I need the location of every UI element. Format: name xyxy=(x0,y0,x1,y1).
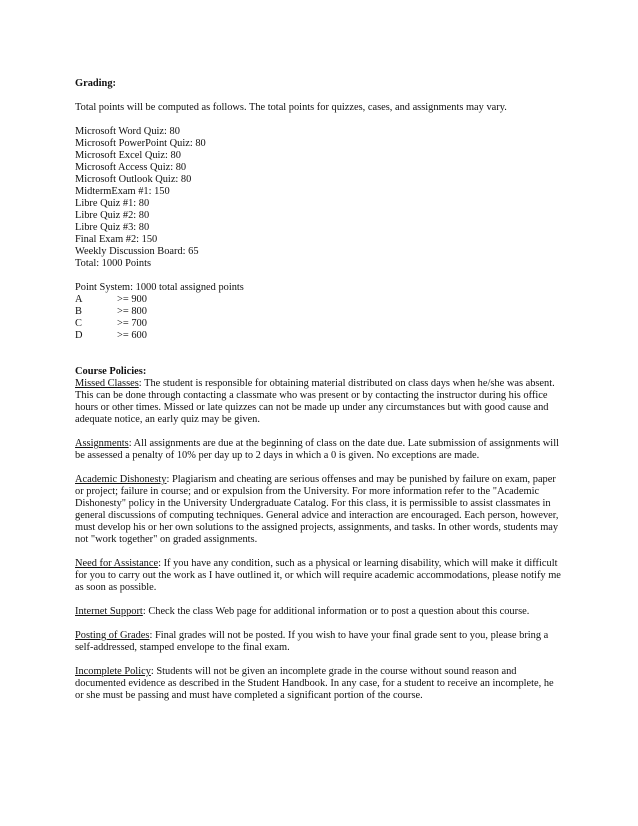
policy-missed-classes xyxy=(75,378,575,426)
policy-label: Academic Dishonesty xyxy=(75,474,167,485)
policy-text-line: for you to carry out the work as I have outlined it, or which will require academic accommodations, please notify me xyxy=(75,570,561,581)
grading-item: Microsoft PowerPoint Quiz: 80 xyxy=(75,138,206,149)
policy-text-line: as soon as possible. xyxy=(75,582,157,593)
policy-label: Posting of Grades xyxy=(75,630,150,641)
policy-text-line: documented evidence as described in the Student Handbook. In any case, for a student to receive an incomplete, he xyxy=(75,678,554,689)
grade-scale-row xyxy=(75,294,575,306)
policy-posting-of-grades xyxy=(75,630,575,654)
grade-letter: C xyxy=(75,318,82,329)
policy-assignments xyxy=(75,438,575,462)
document-page xyxy=(75,78,575,714)
policy-academic-dishonesty xyxy=(75,474,575,546)
grading-item: Libre Quiz #2: 80 xyxy=(75,210,150,221)
grading-item: Final Exam #2: 150 xyxy=(75,234,158,245)
grading-total: Total: 1000 Points xyxy=(75,258,152,269)
grading-item: Libre Quiz #3: 80 xyxy=(75,222,150,233)
policy-text-line: : All assignments are due at the beginning of class on the date due. Late submission of assignments will xyxy=(128,438,559,449)
point-system: Point System: 1000 total assigned points xyxy=(75,282,244,293)
grade-scale-row xyxy=(75,330,575,342)
policy-text-line: : The student is responsible for obtaining material distributed on class days when he/she was absent. xyxy=(138,378,555,389)
grade-scale-row xyxy=(75,318,575,330)
grade-letter: B xyxy=(75,306,82,317)
policy-text-line: general discussions of computing techniques. General advice and interaction are encouraged. Each person, however, xyxy=(75,510,559,521)
grading-heading: Grading: xyxy=(75,78,116,89)
policy-text-line: be assessed a penalty of 10% per day up to 2 days in which a 0 is given. No exceptions are made. xyxy=(75,450,480,461)
policy-label: Missed Classes xyxy=(75,378,139,389)
policy-text-line: not "work together" on graded assignments. xyxy=(75,534,258,545)
grade-letter: A xyxy=(75,294,83,305)
grade-letter: D xyxy=(75,330,83,341)
grading-item: Microsoft Excel Quiz: 80 xyxy=(75,150,181,161)
policy-text-line: must develop his or her own solutions to the assigned projects, assignments, and tasks. In other words, students may xyxy=(75,522,559,533)
grade-scale xyxy=(75,294,575,342)
policy-internet-support xyxy=(75,606,575,618)
grading-item-list xyxy=(75,126,575,270)
grading-item: Microsoft Access Quiz: 80 xyxy=(75,162,187,173)
course-policies-heading: Course Policies: xyxy=(75,366,147,377)
grading-item: Libre Quiz #1: 80 xyxy=(75,198,150,209)
grading-item: Microsoft Word Quiz: 80 xyxy=(75,126,180,137)
grading-item: Weekly Discussion Board: 65 xyxy=(75,246,199,257)
grade-threshold: >= 600 xyxy=(117,330,147,341)
policy-label: Incomplete Policy xyxy=(75,666,151,677)
policy-label: Assignments xyxy=(75,438,129,449)
policy-label: Internet Support xyxy=(75,606,143,617)
policy-text-line: This can be done through contacting a classmate who was present or by contacting the instructor during his office xyxy=(75,390,548,401)
policy-label: Need for Assistance xyxy=(75,558,159,569)
grading-item: Microsoft Outlook Quiz: 80 xyxy=(75,174,192,185)
policy-text-line: self-addressed, stamped envelope to the final exam. xyxy=(75,642,290,653)
grade-threshold: >= 800 xyxy=(117,306,147,317)
policy-text-line: : Final grades will not be posted. If you wish to have your final grade sent to you, please bring a xyxy=(149,630,549,641)
grading-intro: Total points will be computed as follows. The total points for quizzes, cases, and assignments may vary. xyxy=(75,102,507,113)
policy-text-line: : If you have any condition, such as a physical or learning disability, which will make it difficult xyxy=(158,558,558,569)
policy-text-line: Dishonesty" policy in the University Undergraduate Catalog. For this class, it is permissible to assist classmates in xyxy=(75,498,551,509)
policy-text-line: : Check the class Web page for additional information or to post a question about this course. xyxy=(142,606,530,617)
policy-text-line: or she must be passing and must have completed a significant portion of the course. xyxy=(75,690,423,701)
grade-threshold: >= 900 xyxy=(117,294,147,305)
grading-item: MidtermExam #1: 150 xyxy=(75,186,170,197)
policy-text-line: or project; failure in course; and or expulsion from the University. For more information refer to the "Academic xyxy=(75,486,540,497)
policy-incomplete xyxy=(75,666,575,702)
policy-text-line: hours or other times. Missed or late quizzes can not be made up under any circumstances but with good cause and xyxy=(75,402,549,413)
policy-text-line: : Students will not be given an incomplete grade in the course without sound reason and xyxy=(150,666,517,677)
policy-text-line: : Plagiarism and cheating are serious offenses and may be punished by failure on exam, paper xyxy=(166,474,556,485)
policy-need-for-assistance xyxy=(75,558,575,594)
policy-text-line: adequate notice, an early quiz may be given. xyxy=(75,414,260,425)
grade-scale-row xyxy=(75,306,575,318)
grade-threshold: >= 700 xyxy=(117,318,147,329)
